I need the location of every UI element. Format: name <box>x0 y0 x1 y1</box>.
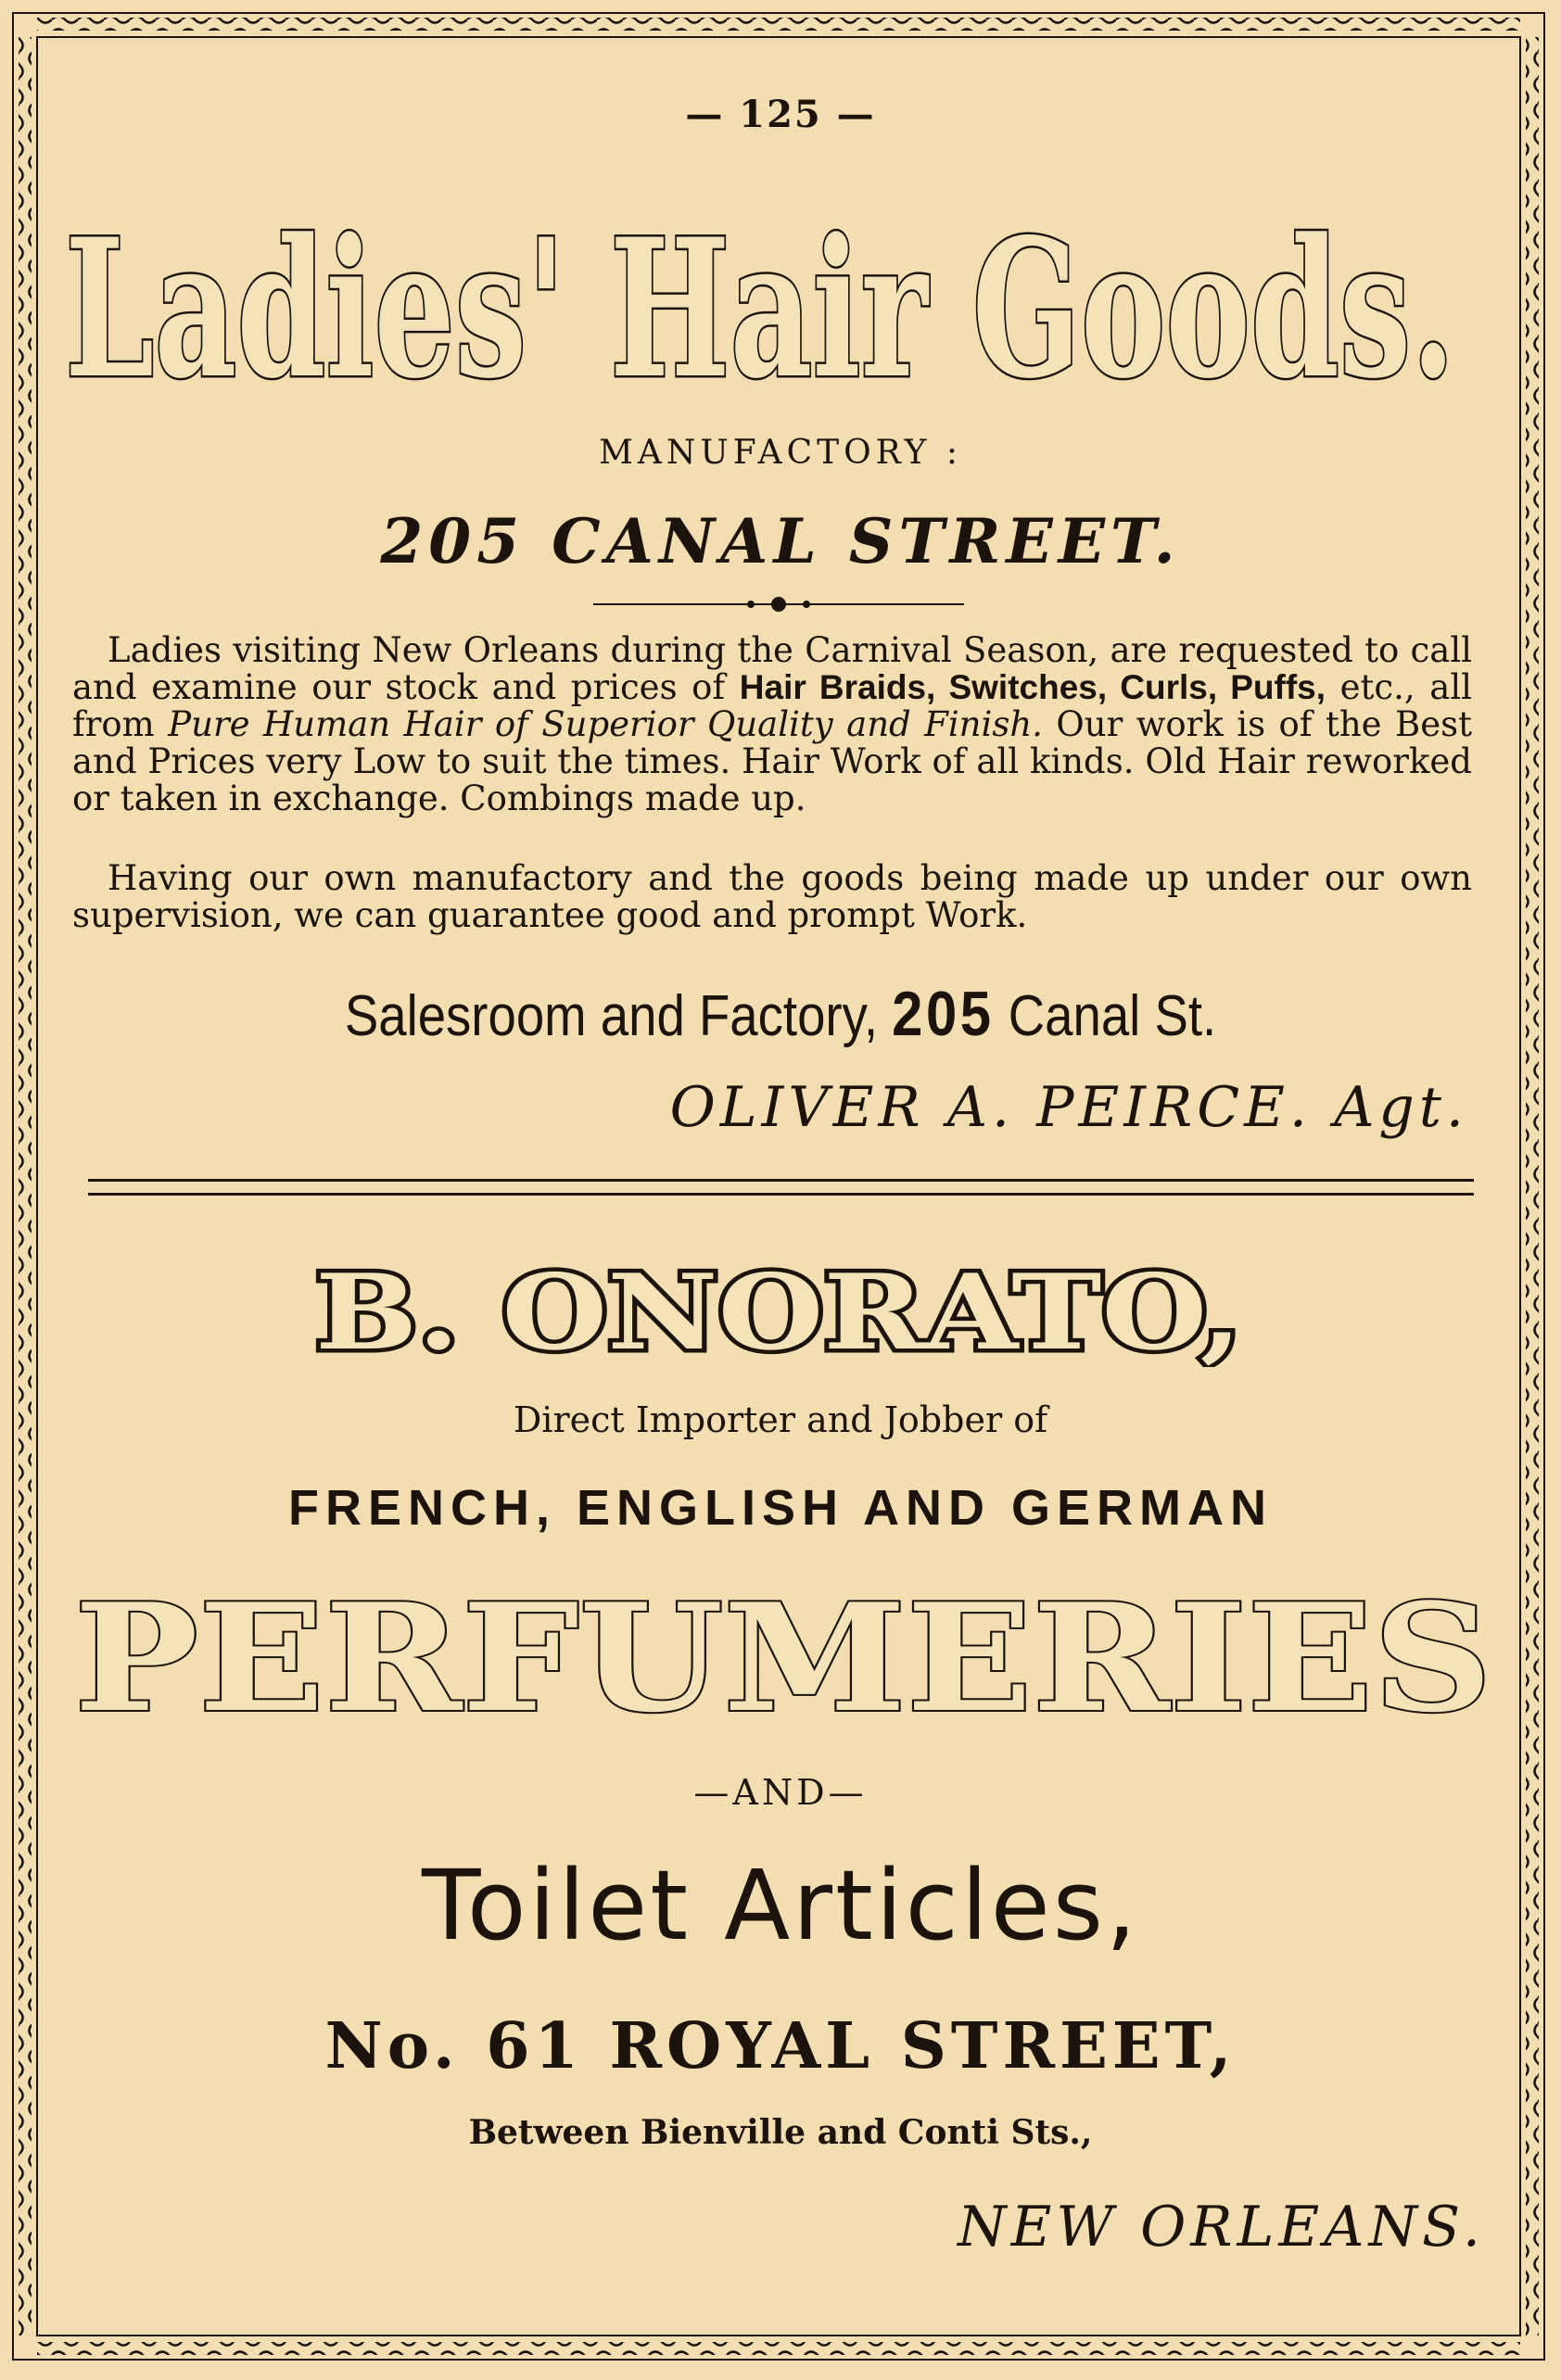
section-divider-bottom <box>88 1193 1474 1196</box>
importer-tagline: Direct Importer and Jobber of <box>513 1399 1048 1440</box>
salesroom-suffix: Canal St. <box>1008 984 1217 1048</box>
desc-text-1: Ladies visiting New Orleans during the Carnival Season, are requested to call and examine our stock and prices of <box>72 630 1472 707</box>
cross-streets: Between Bienville and Conti Sts., <box>468 2113 1093 2152</box>
origins-line: FRENCH, ENGLISH AND GERMAN <box>287 1480 1273 1536</box>
onorato-title <box>297 1256 1261 1367</box>
hair-goods-title <box>56 185 1465 417</box>
perfumeries-title-text: PERFUMERIES <box>74 1580 1493 1728</box>
manufactory-label: MANUFACTORY : <box>599 434 962 472</box>
desc-products: Hair Braids, Switches, Curls, Puffs, <box>739 668 1326 706</box>
hair-goods-description <box>72 632 1472 817</box>
onorato-title-text: B. ONORATO, <box>315 1256 1242 1367</box>
city-name: NEW ORLEANS. <box>958 2195 1485 2260</box>
perfumeries-title <box>65 1580 1502 1728</box>
salesroom-number: 205 <box>892 979 995 1049</box>
toilet-articles: Toilet Articles, <box>422 1849 1139 1962</box>
royal-street-address: No. 61 ROYAL STREET, <box>324 2009 1237 2083</box>
desc-text-2: etc., all from <box>72 667 1473 744</box>
manufactory-guarantee: Having our own manufactory and the goods being made up under our own supervision, we can guarantee good and prompt Work. <box>72 858 1472 935</box>
ornament-divider <box>593 593 964 615</box>
canal-street-address: 205 CANAL STREET. <box>380 505 1181 577</box>
salesroom-line <box>94 978 1467 1050</box>
salesroom-prefix: Salesroom and Factory, <box>344 984 878 1048</box>
desc-quality: Pure Human Hair of Superior Quality and Finish. <box>168 704 1043 744</box>
hair-goods-title-text: Ladies' Hair Goods. <box>65 198 1455 417</box>
page-number: — 125 — <box>685 93 876 136</box>
section-divider-top <box>88 1179 1474 1182</box>
agent-name: OLIVER A. PEIRCE. Agt. <box>669 1075 1468 1140</box>
and-separator: —AND— <box>693 1772 868 1813</box>
desc-text-3: Our work is of the Best and Prices very Low to suit the times. Hair Work of all kinds. Old Hair reworked or taken in exchange. Combings made up. <box>72 704 1472 818</box>
